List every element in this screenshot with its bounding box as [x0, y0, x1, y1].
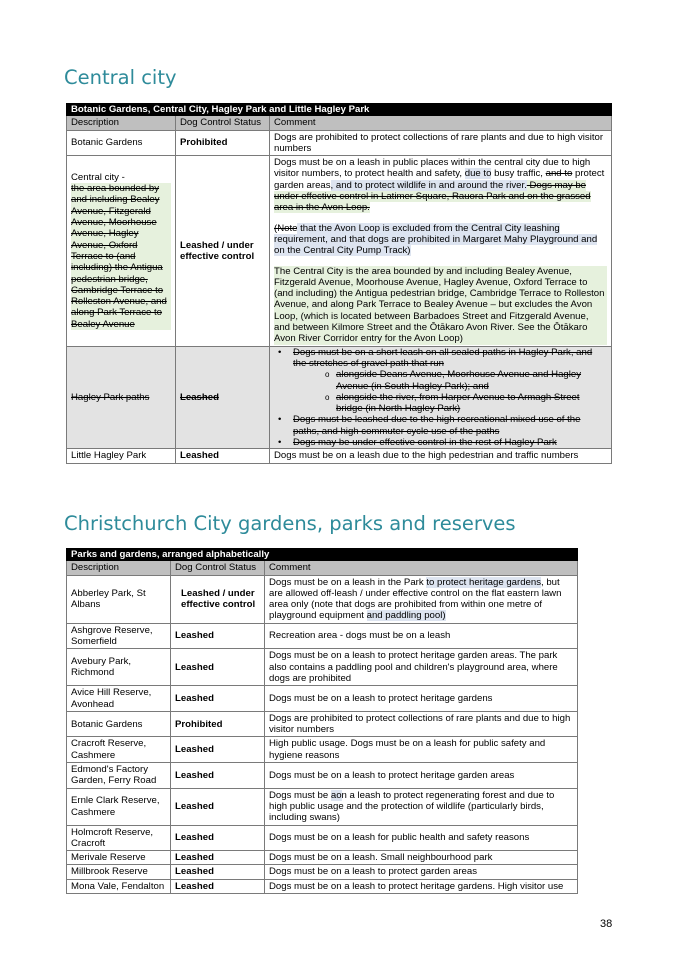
parks-table [66, 548, 578, 894]
row-status: Leashed [171, 686, 265, 712]
column-header-comment: Comment [270, 116, 612, 130]
table-row [67, 788, 578, 825]
row-description: Botanic Gardens [67, 711, 171, 737]
row-status: Prohibited [171, 711, 265, 737]
comment-paragraph [274, 223, 607, 257]
row-comment: Recreation area - dogs must be on a leash [265, 623, 578, 649]
row-comment: Dogs must be on a leash due to the high pedestrian and traffic numbers [270, 449, 612, 463]
row-description: Avebury Park, Richmond [67, 649, 171, 686]
row-status: Prohibited [176, 130, 270, 156]
table-row [67, 649, 578, 686]
row-comment: High public usage. Dogs must be on a leash for public safety and hygiene reasons [265, 737, 578, 763]
bullet-item: • Dogs may be under effective control in the rest of Hagley Park [273, 437, 608, 448]
table-band-title: Parks and gardens, arranged alphabetically [67, 549, 578, 561]
table-row [67, 851, 578, 865]
highlighted-text: , and to protect wildlife in and around the river. [330, 179, 527, 191]
comment-text: Dogs must be on a leash in the Park [269, 576, 427, 588]
row-status: Leashed [171, 788, 265, 825]
comment-paragraph [274, 157, 607, 213]
comment-text: n a leash to protect regenerating forest and due to high public usage and the protection of wildlife (particularly birds, including swans) [269, 789, 555, 824]
row-status: Leashed [171, 825, 265, 851]
row-description: Little Hagley Park [67, 449, 176, 463]
row-status: Leashed [171, 649, 265, 686]
row-comment [265, 575, 578, 623]
row-comment [265, 788, 578, 825]
column-header-description: Description [67, 561, 171, 575]
column-header-comment: Comment [265, 561, 578, 575]
row-comment [270, 156, 612, 346]
sub-bullet-item: o alongside the river, from Harper Avenue to Armagh Street bridge (in North Hagley Park) [273, 392, 608, 415]
row-comment: Dogs must be on a leash to protect garden areas [265, 865, 578, 879]
table-row [67, 825, 578, 851]
row-description: Botanic Gardens [67, 130, 176, 156]
comment-paragraph: The Central City is the area bounded by and including Bealey Avenue, Fitzgerald Avenue, Moorhouse Avenue, Hagley Avenue, Oxford Terrace to (and including) the Antigua pedestrian bridge, Cambridge Terrace to Rolleston Avenue, and along Park Terrace to Bealey Avenue – but excludes the Avon Loop, (which is located between Barbadoes Street and Fitzgerald Avenue, and between Kilmore Street and the Ōtākaro Avon River. See the Ōtākaro Avon River Corridor entry for the Avon Loop) [274, 266, 607, 345]
table-row [67, 763, 578, 789]
table-row [67, 346, 612, 449]
row-comment: Dogs must be on a leash to protect heritage garden areas. The park also contains a paddling pool and children's playground area, where dogs are prohibited [265, 649, 578, 686]
column-header-status: Dog Control Status [176, 116, 270, 130]
table-header-row [67, 561, 578, 575]
row-status: Leashed [171, 865, 265, 879]
row-description: Abberley Park, St Albans [67, 575, 171, 623]
bullet-list [273, 347, 608, 449]
central-city-heading: Central city [64, 66, 177, 89]
column-header-description: Description [67, 116, 176, 130]
comment-text: Dogs must be on a leash in public places within the central city due to high visitor numbers, to protect health and safety, [274, 157, 591, 180]
comment-text: busy traffic, [491, 168, 546, 180]
table-row [67, 623, 578, 649]
table-row [67, 737, 578, 763]
row-status: Leashed [176, 449, 270, 463]
table-row [67, 711, 578, 737]
table-row [67, 865, 578, 879]
row-status: Leashed [171, 737, 265, 763]
bullet-item: • Dogs must be leashed due to the high recreational mixed use of the paths, and high commuter cycle use of the paths [273, 414, 608, 437]
row-comment: Dogs must be on a leash for public health and safety reasons [265, 825, 578, 851]
row-status: Leashed [171, 851, 265, 865]
table-header-row [67, 116, 612, 130]
table-row [67, 686, 578, 712]
row-description: Mona Vale, Fendalton [67, 879, 171, 893]
highlighted-text: that the Avon Loop is excluded from the Central City leashing requirement, and that dogs are prohibited in Margaret Mahy Playground and on the Central City Pump Track) [274, 222, 598, 257]
row-description: Holmcroft Reserve, Cracroft [67, 825, 171, 851]
row-comment: Dogs are prohibited to protect collections of rare plants and due to high visitor numbers [265, 711, 578, 737]
table-row [67, 879, 578, 893]
struck-text: (Note [274, 222, 298, 234]
row-status: Leashed / under effective control [176, 156, 270, 346]
comment-text: , but are allowed off-leash / under effective control on the flat eastern lawn area only (note that dogs are prohibited from within one metre of playground equipment [269, 576, 562, 622]
struck-text: Dogs may be under effective control in Latimer Square, Rauora Park and on the grassed area in the Avon Loop. [274, 179, 591, 214]
struck-text: and to [545, 168, 573, 180]
row-status: Leashed / under effective control [171, 575, 265, 623]
highlighted-text: due to [464, 168, 492, 180]
row-description: Ernle Clark Reserve, Cashmere [67, 788, 171, 825]
struck-description-text: the area bounded by and including Bealey Avenue, Fitzgerald Avenue, Moorhouse Avenue, Hagley Avenue, Oxford Terrace to (and including) the Antigua pedestrian bridge, Cambridge Terrace to Rolleston Avenue, and along Park Terrace to Bealey Avenue [71, 183, 171, 330]
highlighted-text: to protect heritage gardens [426, 576, 541, 588]
row-description: Edmond's Factory Garden, Ferry Road [67, 763, 171, 789]
row-description: Merivale Reserve [67, 851, 171, 865]
highlighted-text: and paddling pool) [366, 610, 446, 622]
table-band-title: Botanic Gardens, Central City, Hagley Park and Little Hagley Park [67, 104, 612, 116]
row-comment: Dogs must be on a leash to protect heritage gardens [265, 686, 578, 712]
central-city-label: Central city - [71, 171, 125, 183]
central-city-table [66, 103, 612, 464]
page-number: 38 [600, 918, 613, 930]
row-description: Avice Hill Reserve, Avonhead [67, 686, 171, 712]
highlighted-text: ao [330, 789, 342, 801]
table-row [67, 575, 578, 623]
table-row [67, 130, 612, 156]
row-comment: Dogs are prohibited to protect collections of rare plants and due to high visitor numbers [270, 130, 612, 156]
row-description: Hagley Park paths [67, 346, 176, 449]
row-comment: Dogs must be on a leash to protect heritage garden areas [265, 763, 578, 789]
column-header-status: Dog Control Status [171, 561, 265, 575]
row-status: Leashed [171, 763, 265, 789]
row-description: Ashgrove Reserve, Somerfield [67, 623, 171, 649]
row-comment: Dogs must be on a leash. Small neighbourhood park [265, 851, 578, 865]
table-band-row [67, 104, 612, 116]
table-row [67, 156, 612, 346]
table-row [67, 449, 612, 463]
comment-text: protect garden areas [274, 168, 605, 191]
bullet-item: • Dogs must be on a short leash on all sealed paths in Hagley Park, and the stretches of gravel path that run [273, 347, 608, 370]
table-band-row [67, 549, 578, 561]
row-description [67, 156, 176, 346]
row-comment [270, 346, 612, 449]
sub-bullet-item: o alongside Deans Avenue, Moorhouse Avenue and Hagley Avenue (in South Hagley Park); and [273, 369, 608, 392]
row-status: Leashed [171, 879, 265, 893]
row-description: Millbrook Reserve [67, 865, 171, 879]
row-comment: Dogs must be on a leash to protect heritage gardens. High visitor use [265, 879, 578, 893]
row-status: Leashed [171, 623, 265, 649]
row-description: Cracroft Reserve, Cashmere [67, 737, 171, 763]
row-status: Leashed [176, 346, 270, 449]
parks-heading: Christchurch City gardens, parks and reserves [64, 512, 516, 535]
comment-text: Dogs must be [269, 789, 331, 801]
